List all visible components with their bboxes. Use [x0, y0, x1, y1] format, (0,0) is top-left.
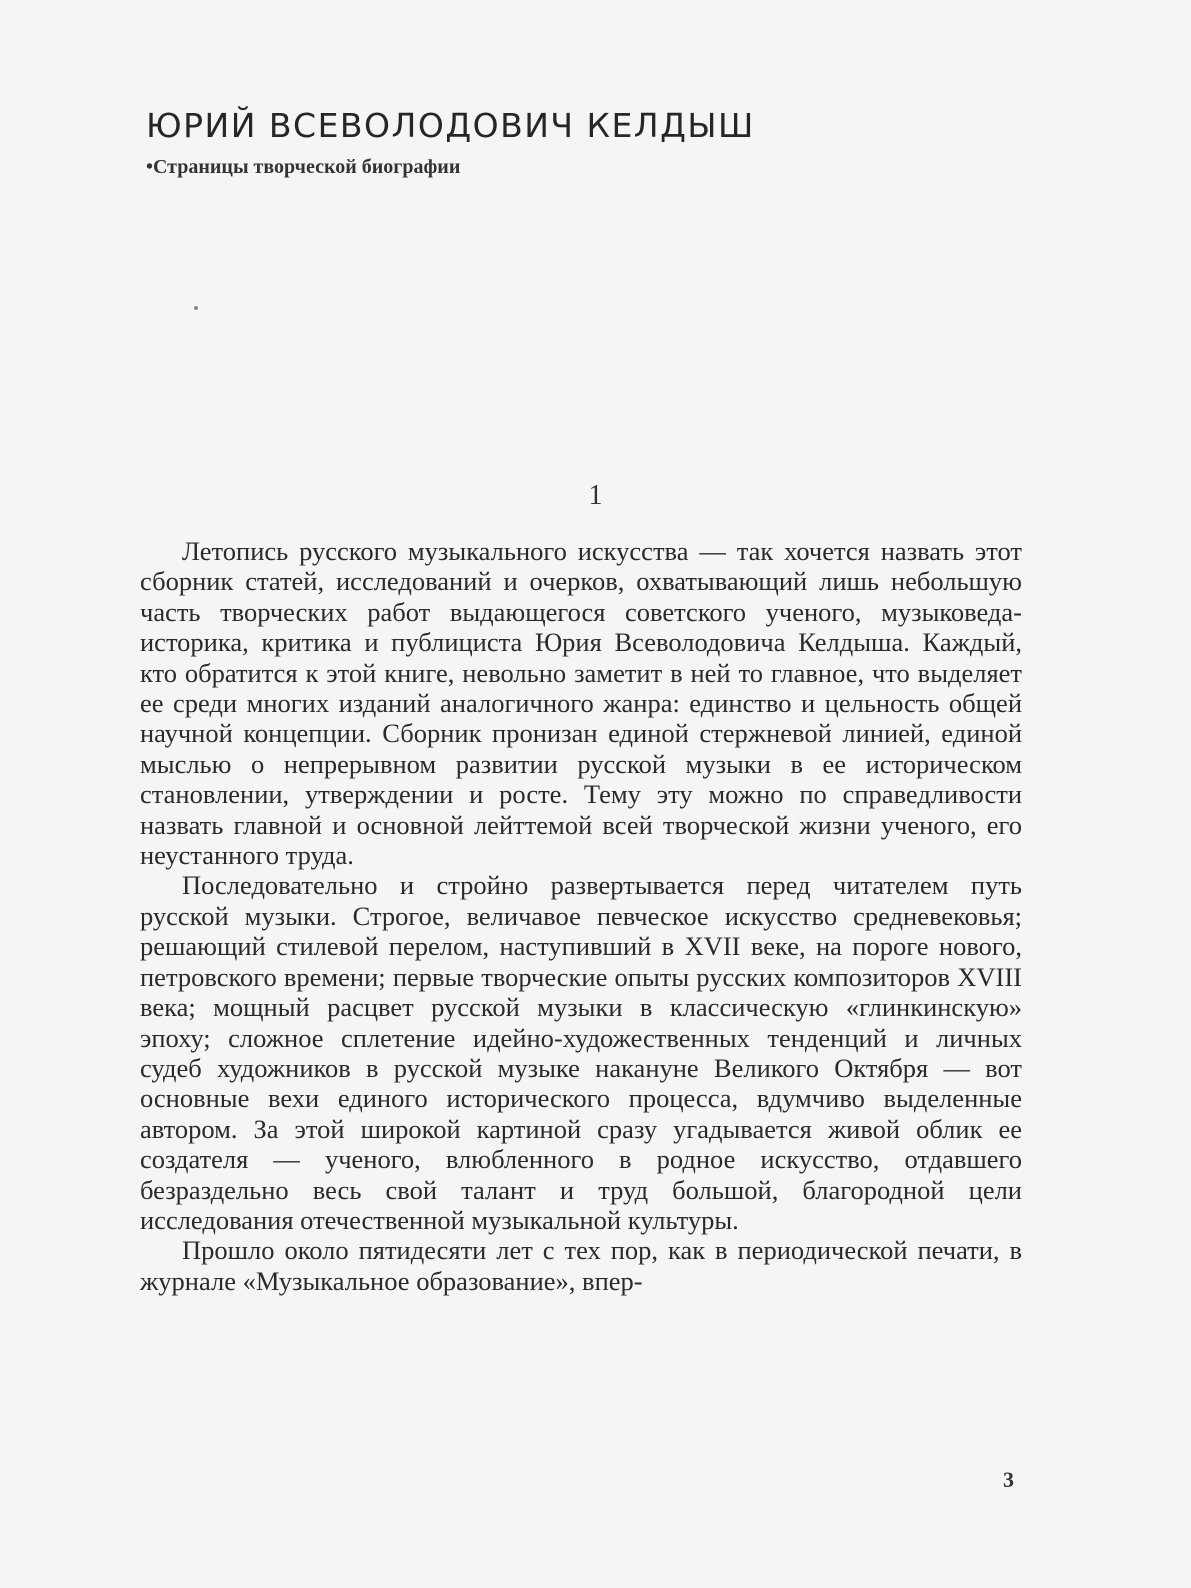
print-speck	[194, 306, 198, 310]
paragraph-3: Прошло около пятидесяти лет с тех пор, как в периодической печати, в журнале «Музыкальное образование», впер-	[140, 1235, 1022, 1296]
chapter-title: ЮРИЙ ВСЕВОЛОДОВИЧ КЕЛДЫШ	[146, 106, 755, 145]
section-number: 1	[588, 480, 603, 511]
body-text	[140, 536, 1022, 1296]
paragraph-1: Летопись русского музыкального искусства — так хочется назвать этот сборник статей, исследований и очерков, охватывающий лишь небольшую часть творческих работ выдающегося советского ученого, музыковеда-историка, критика и публициста Юрия Всеволодовича Келдыша. Каждый, кто обратится к этой книге, невольно заметит в ней то главное, что выделяет ее среди многих изданий аналогичного жанра: единство и цельность общей научной концепции. Сборник пронизан единой стержневой линией, единой мыслью о непрерывном развитии русской музыки в ее историческом становлении, утверждении и росте. Тему эту можно по справедливости назвать главной и основной лейттемой всей творческой жизни ученого, его неустанного труда.	[140, 536, 1022, 871]
page-number: 3	[1003, 1467, 1014, 1492]
chapter-subtitle: •Страницы творческой биографии	[146, 156, 461, 178]
paragraph-2: Последовательно и стройно развертывается перед читателем путь русской музыки. Строгое, величавое певческое искусство средневековья; решающий стилевой перелом, наступивший в XVII веке, на пороге нового, петровского времени; первые творческие опыты русских композиторов XVIII века; мощный расцвет русской музыки в классическую «глинкинскую» эпоху; сложное сплетение идейно-художественных тенденций и личных судеб художников в русской музыке накануне Великого Октября — вот основные вехи единого исторического процесса, вдумчиво выделенные автором. За этой широкой картиной сразу угадывается живой облик ее создателя — ученого, влюбленного в родное искусство, отдавшего безраздельно весь свой талант и труд большой, благородной цели исследования отечественной музыкальной культуры.	[140, 870, 1022, 1235]
